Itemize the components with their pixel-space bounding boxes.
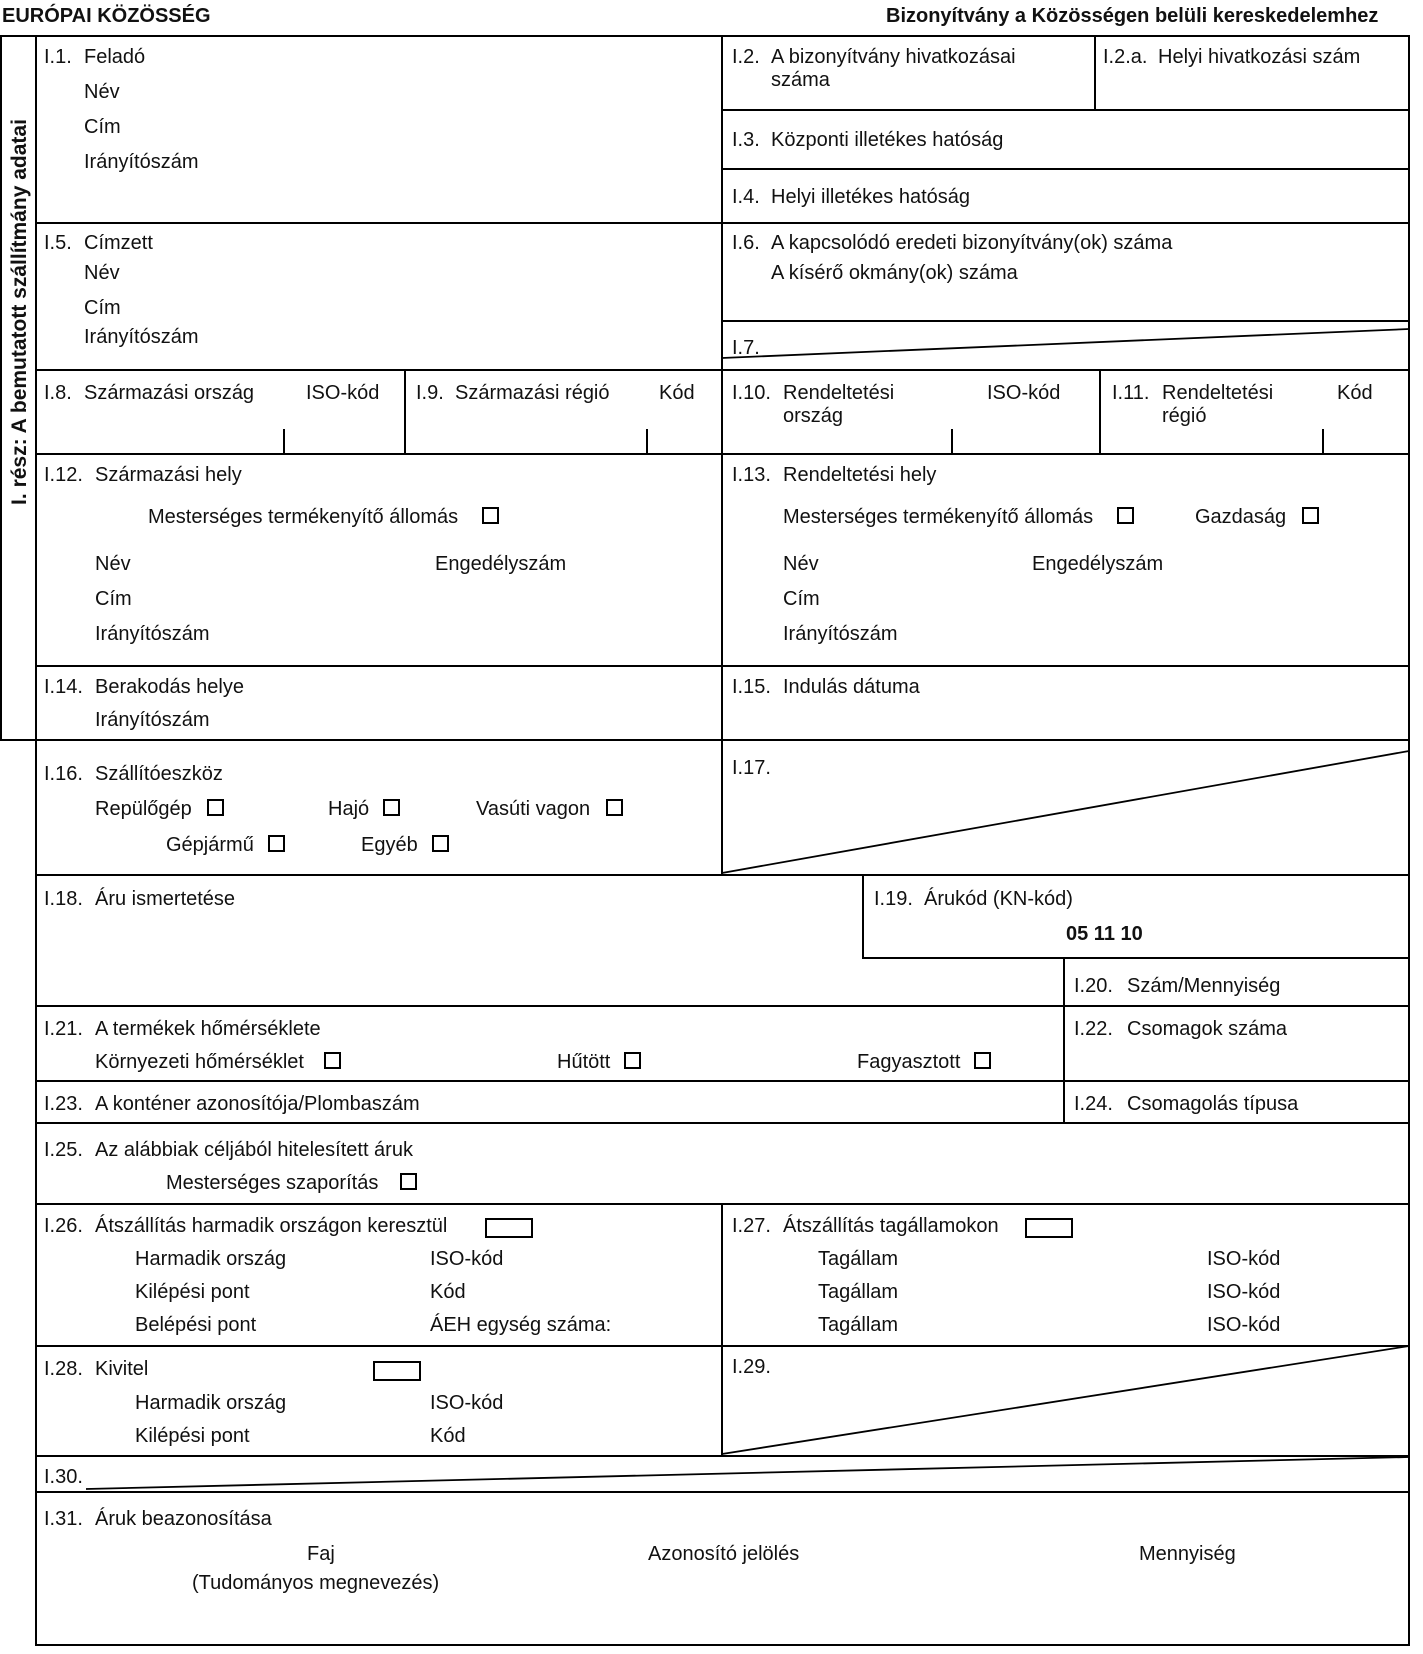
i13-approval-label: Engedélyszám [1032,553,1164,575]
i31-number: I.31. [44,1508,83,1530]
i26-third-country-label: Harmadik ország [135,1248,287,1270]
i1-postcode-label: Irányítószám [84,151,199,173]
i16-other-label: Egyéb [361,834,418,856]
i12-address-label: Cím [95,588,132,610]
i13-ai-checkbox[interactable] [1117,507,1134,524]
i18-title: Áru ismertetése [95,888,236,910]
i13-name-label: Név [783,553,819,575]
i11-title-line2: régió [1162,405,1207,427]
i28-third-country-label: Harmadik ország [135,1392,287,1414]
i21-ambient-label: Környezeti hőmérséklet [95,1051,304,1073]
i8-code-label: ISO-kód [306,382,380,404]
i5-number: I.5. [44,232,72,254]
i27-member-state-2: Tagállam [818,1281,899,1303]
i20-number: I.20. [1074,975,1113,997]
i31-species-label: Faj [307,1543,335,1565]
i1-number: I.1. [44,46,72,68]
i19-number: I.19. [874,888,913,910]
i26-code-label: Kód [430,1281,466,1303]
i1-name-label: Név [84,81,120,103]
i6-number: I.6. [732,232,760,254]
i9-code-label: Kód [659,382,695,404]
i16-road-checkbox[interactable] [268,835,285,852]
i28-number: I.28. [44,1358,83,1380]
i10-code-label: ISO-kód [987,382,1061,404]
i26-number: I.26. [44,1215,83,1237]
sidebar-label: I. rész: A bemutatott szállítmány adatai [8,119,31,505]
i13-option-farm-label: Gazdaság [1195,506,1287,528]
i16-road-label: Gépjármű [166,834,254,856]
i2a-number: I.2.a. [1103,46,1148,68]
i21-number: I.21. [44,1018,83,1040]
i26-checkbox[interactable] [485,1218,533,1238]
i26-iso-label: ISO-kód [430,1248,504,1270]
i22-title: Csomagok száma [1127,1018,1288,1040]
i13-title: Rendeltetési hely [783,464,937,486]
i16-ship-checkbox[interactable] [383,799,400,816]
i12-option-ai-label: Mesterséges termékenyítő állomás [148,506,459,528]
i3-title: Központi illetékes hatóság [771,129,1004,151]
i12-number: I.12. [44,464,83,486]
i25-title: Az alábbiak céljából hitelesített áruk [95,1139,413,1161]
i25-option-label: Mesterséges szaporítás [166,1172,379,1194]
i13-address-label: Cím [783,588,820,610]
i23-title: A konténer azonosítója/Plombaszám [95,1093,420,1115]
i29-diagonal [722,1346,1409,1454]
i21-ambient-checkbox[interactable] [324,1052,341,1069]
i16-rail-checkbox[interactable] [606,799,623,816]
i27-member-state-1: Tagállam [818,1248,899,1270]
i7-number: I.7. [732,337,760,359]
i31-mark-label: Azonosító jelölés [648,1543,800,1565]
i13-postcode-label: Irányítószám [783,623,898,645]
i12-ai-checkbox[interactable] [482,507,499,524]
i16-aircraft-label: Repülőgép [95,798,192,820]
i27-title: Átszállítás tagállamokon [783,1215,999,1237]
i31-species-sub-label: (Tudományos megnevezés) [192,1572,440,1594]
i27-member-state-3: Tagállam [818,1314,899,1336]
i25-option-checkbox[interactable] [400,1173,417,1190]
i13-option-ai-label: Mesterséges termékenyítő állomás [783,506,1094,528]
i27-checkbox[interactable] [1025,1218,1073,1238]
i31-title: Áruk beazonosítása [95,1508,272,1530]
i12-name-label: Név [95,553,131,575]
i10-number: I.10. [732,382,771,404]
i21-chilled-label: Hűtött [557,1051,611,1073]
i23-number: I.23. [44,1093,83,1115]
i21-title: A termékek hőmérséklete [95,1018,321,1040]
i21-frozen-checkbox[interactable] [974,1052,991,1069]
i15-title: Indulás dátuma [783,676,920,698]
i16-rail-label: Vasúti vagon [476,798,591,820]
i21-chilled-checkbox[interactable] [624,1052,641,1069]
i26-bip-label: ÁEH egység száma: [430,1314,612,1336]
i19-title: Árukód (KN-kód) [924,888,1073,910]
i30-diagonal [86,1457,1409,1489]
i7-diagonal [722,329,1409,358]
i5-address-label: Cím [84,297,121,319]
i28-iso-label: ISO-kód [430,1392,504,1414]
i20-title: Szám/Mennyiség [1127,975,1281,997]
i16-number: I.16. [44,763,83,785]
i30-number: I.30. [44,1466,83,1488]
i4-number: I.4. [732,186,760,208]
i13-number: I.13. [732,464,771,486]
i14-title: Berakodás helye [95,676,244,698]
i22-number: I.22. [1074,1018,1113,1040]
i28-checkbox[interactable] [373,1361,421,1381]
i12-approval-label: Engedélyszám [435,553,567,575]
i2-number: I.2. [732,46,760,68]
i14-number: I.14. [44,676,83,698]
i1-title: Feladó [84,46,146,68]
i4-title: Helyi illetékes hatóság [771,186,970,208]
i6-subtitle: A kísérő okmány(ok) száma [771,262,1018,284]
i17-diagonal [722,751,1409,873]
header-right-title: Bizonyítvány a Közösségen belüli kereskedelemhez [886,5,1379,27]
i11-number: I.11. [1112,382,1150,404]
i16-title: Szállítóeszköz [95,763,223,785]
i28-code-label: Kód [430,1425,466,1447]
i24-title: Csomagolás típusa [1127,1093,1299,1115]
i27-iso-3: ISO-kód [1207,1314,1281,1336]
i12-title: Származási hely [95,464,242,486]
i27-number: I.27. [732,1215,771,1237]
i5-title: Címzett [84,232,153,254]
i10-title-line1: Rendeltetési [783,382,895,404]
i3-number: I.3. [732,129,760,151]
i10-title-line2: ország [783,405,844,427]
i16-aircraft-checkbox[interactable] [207,799,224,816]
i17-number: I.17. [732,757,771,779]
i26-exit-point-label: Kilépési pont [135,1281,250,1303]
i8-number: I.8. [44,382,72,404]
i6-title: A kapcsolódó eredeti bizonyítvány(ok) száma [771,232,1173,254]
i19-code-value: 05 11 10 [1066,923,1143,945]
i5-name-label: Név [84,262,120,284]
i25-number: I.25. [44,1139,83,1161]
i9-number: I.9. [416,382,444,404]
i12-postcode-label: Irányítószám [95,623,210,645]
i13-farm-checkbox[interactable] [1302,507,1319,524]
i31-quantity-label: Mennyiség [1139,1543,1236,1565]
i28-title: Kivitel [95,1358,149,1380]
i26-entry-point-label: Belépési pont [135,1314,257,1336]
i27-iso-2: ISO-kód [1207,1281,1281,1303]
i16-ship-label: Hajó [328,798,370,820]
i26-title: Átszállítás harmadik országon keresztül [95,1215,448,1237]
i27-iso-1: ISO-kód [1207,1248,1281,1270]
i16-other-checkbox[interactable] [432,835,449,852]
i21-frozen-label: Fagyasztott [857,1051,961,1073]
i1-address-label: Cím [84,116,121,138]
i2-title-line2: száma [771,69,830,91]
i28-exit-point-label: Kilépési pont [135,1425,250,1447]
i11-code-label: Kód [1337,382,1373,404]
i29-number: I.29. [732,1356,771,1378]
i8-title: Származási ország [84,382,255,404]
i14-postcode-label: Irányítószám [95,709,210,731]
i18-number: I.18. [44,888,83,910]
i11-title-line1: Rendeltetési [1162,382,1274,404]
i2-title-line1: A bizonyítvány hivatkozásai [771,46,1016,68]
i5-postcode-label: Irányítószám [84,326,199,348]
i15-number: I.15. [732,676,771,698]
header-left-title: EURÓPAI KÖZÖSSÉG [2,5,211,27]
i9-title: Származási régió [455,382,610,404]
i24-number: I.24. [1074,1093,1113,1115]
i2a-title: Helyi hivatkozási szám [1158,46,1361,68]
